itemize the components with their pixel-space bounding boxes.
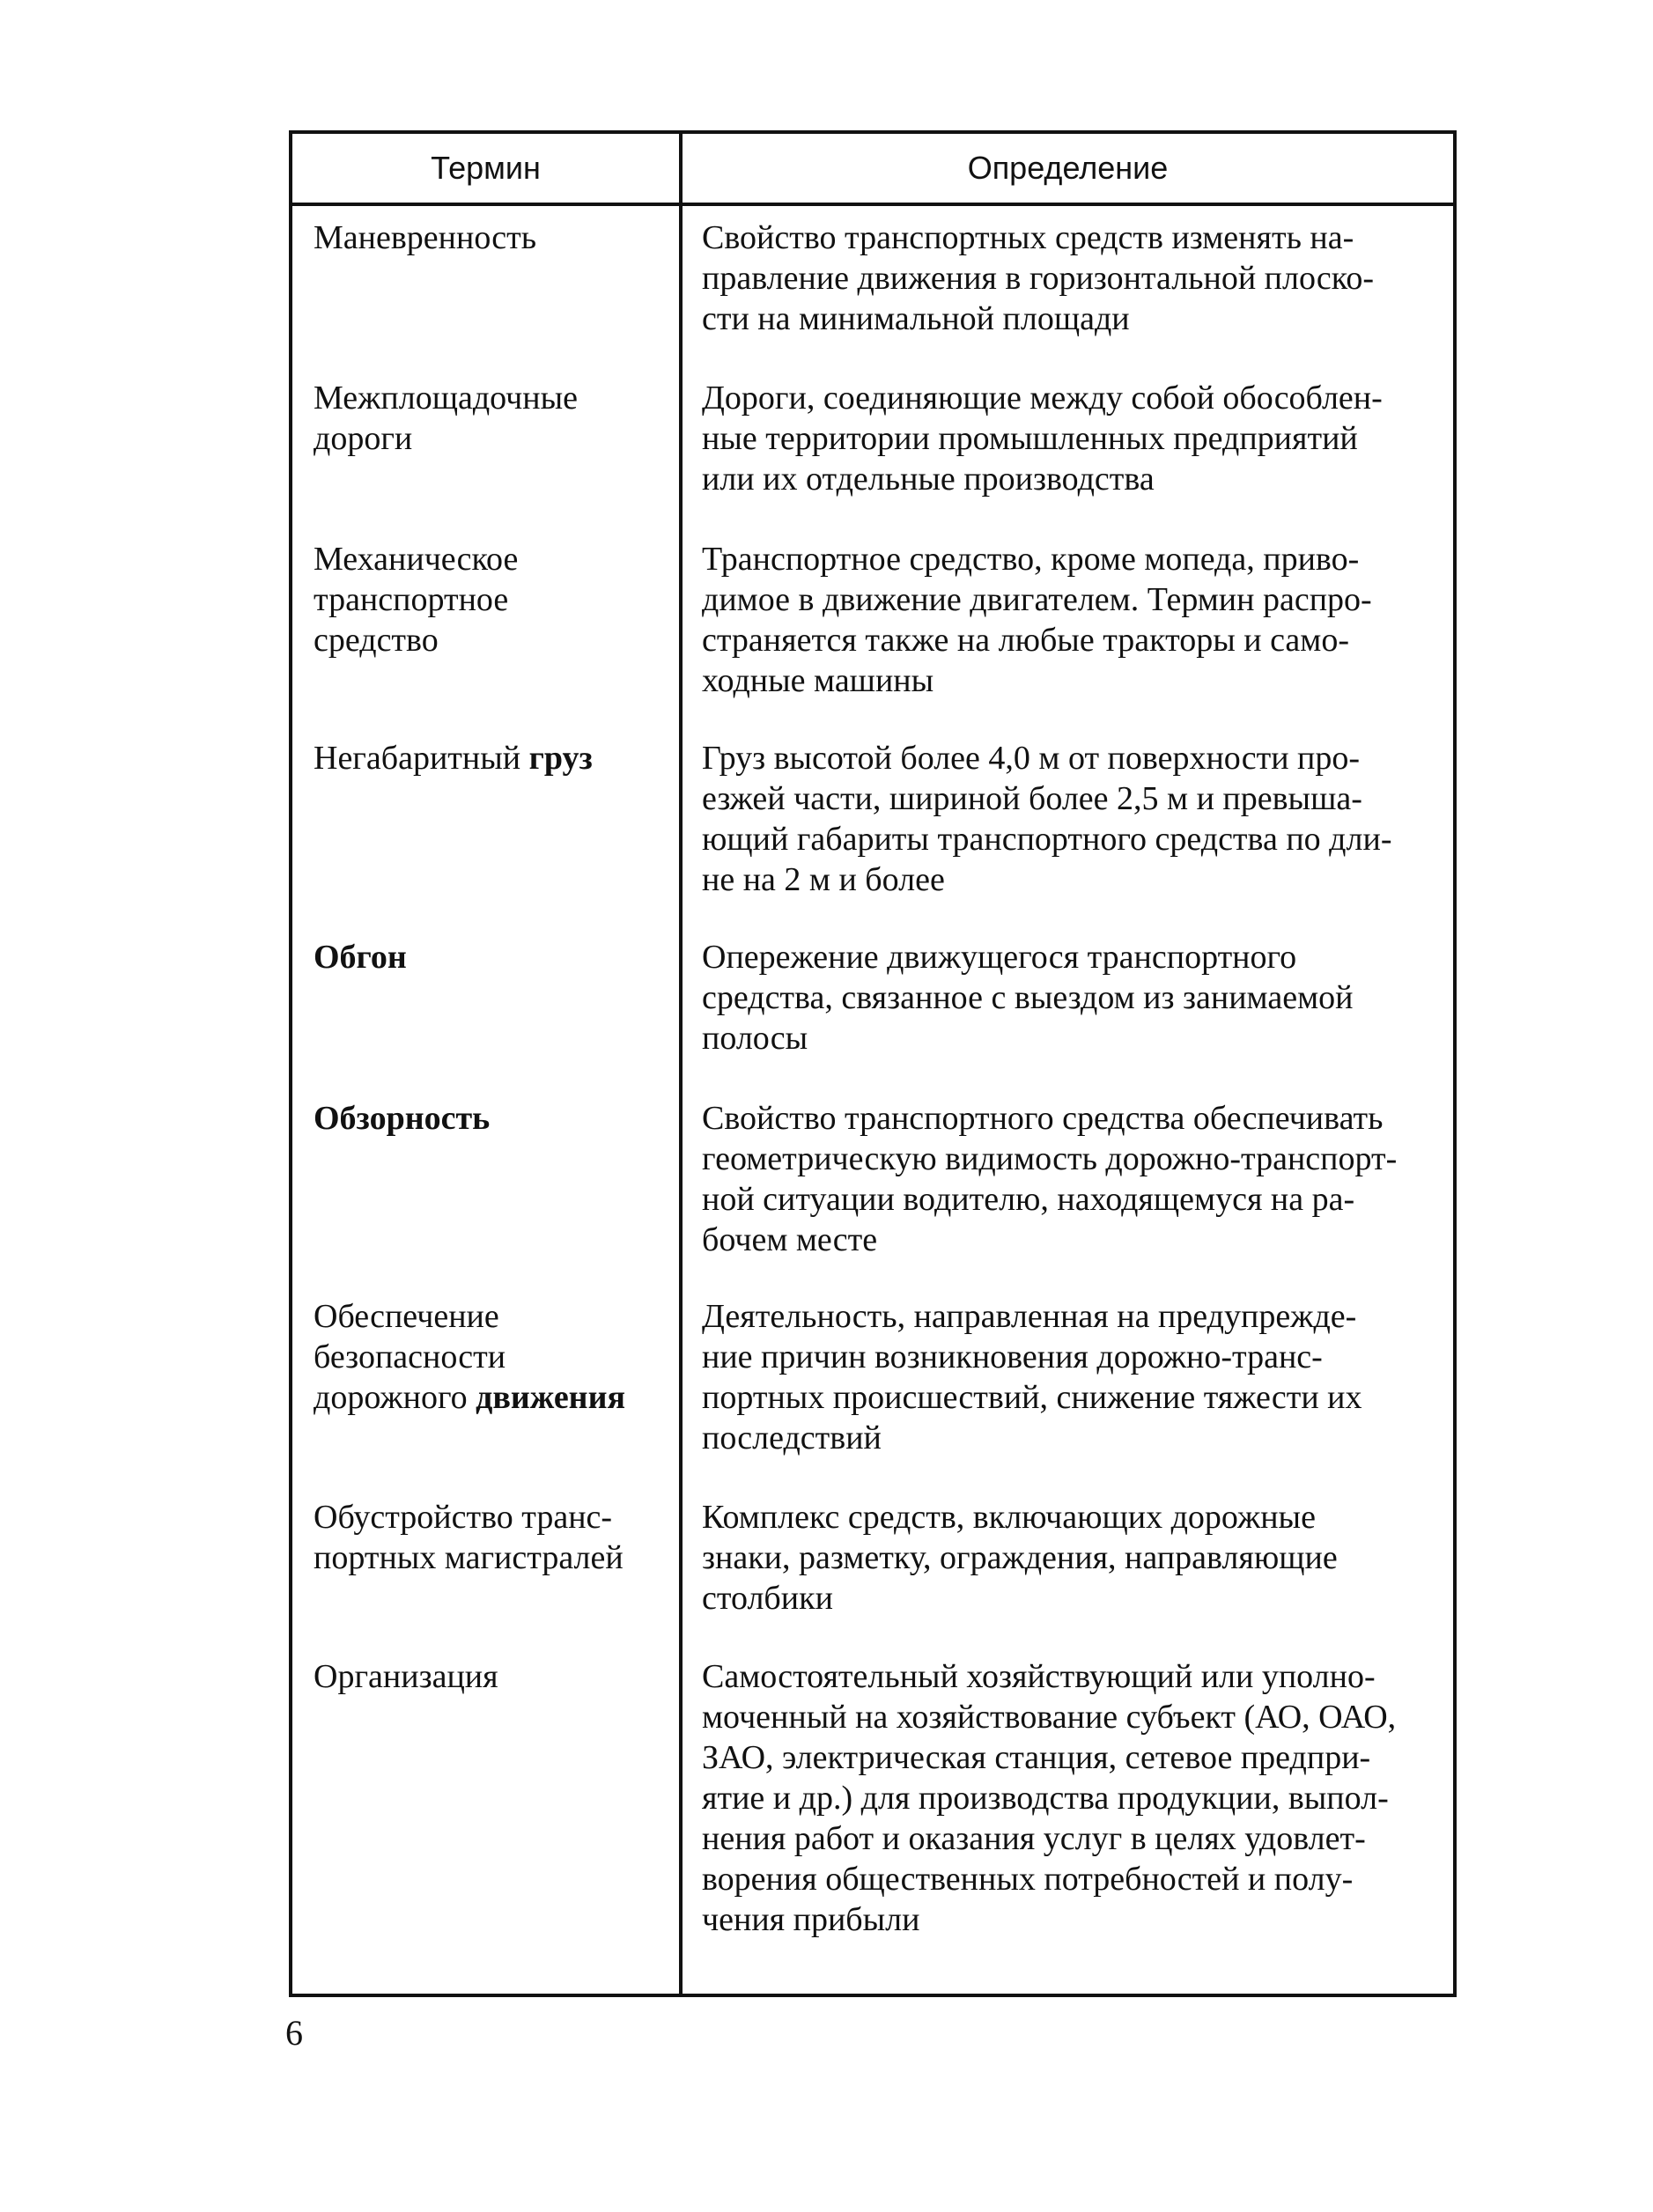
definition-cell: Свойство транспортного средства обеспечивать геометрическую видимость дорожно-транспорт- ной ситуации водителю, находящемуся на ра- бочем месте	[702, 1100, 1398, 1258]
term-cell: Организация	[314, 1658, 498, 1695]
table-header-row	[292, 134, 1453, 206]
term-text: Обеспечение безопасности дорожного	[314, 1298, 506, 1416]
definition-cell: Деятельность, направленная на предупрежде- ние причин возникновения дорожно-транс- портных происшествий, снижение тяжести их последствий	[702, 1298, 1362, 1456]
term-cell: Маневренность	[314, 219, 537, 256]
definition-cell: Самостоятельный хозяйствующий или уполно- моченный на хозяйствование субъект (АО, ОАО, ЗАО, электрическая станция, сетевое предпри- ятие и др.) для производства продукции, выпол- нения работ и оказания услуг в целях удовлет- ворения общественных потребностей и полу- чения прибыли	[702, 1658, 1397, 1938]
term-text: Негабаритный	[314, 740, 529, 777]
header-definition: Определение	[967, 150, 1169, 186]
term-text-bold: груз	[528, 740, 593, 777]
term-cell: Обустройство транс- портных магистралей	[314, 1499, 624, 1576]
terms-table	[289, 130, 1457, 1997]
definition-cell: Дороги, соединяющие между собой обособлен- ные территории промышленных предприятий или их отдельные производства	[702, 380, 1383, 498]
term-cell: Межплощадочные дороги	[314, 380, 579, 457]
definition-cell: Опережение движущегося транспортного средства, связанное с выездом из занимаемой полосы	[702, 939, 1354, 1057]
term-cell: Обзорность	[314, 1100, 491, 1137]
definition-cell: Груз высотой более 4,0 м от поверхности про- езжей части, шириной более 2,5 м и превыша- ющий габариты транспортного средства по дли- не на 2 м и более	[702, 740, 1392, 898]
column-divider	[679, 134, 683, 1994]
definition-cell: Транспортное средство, кроме мопеда, приво- димое в движение двигателем. Термин распро- страняется также на любые тракторы и само- ходные машины	[702, 541, 1372, 699]
term-cell	[314, 1296, 670, 1418]
term-text-bold: движения	[476, 1379, 626, 1416]
definition-cell: Комплекс средств, включающих дорожные знаки, разметку, ограждения, направляющие столбики	[702, 1499, 1338, 1617]
page-number: 6	[285, 2013, 303, 2053]
term-cell	[314, 738, 670, 778]
header-term: Термин	[431, 150, 541, 186]
term-cell: Механическое транспортное средство	[314, 541, 519, 659]
definition-cell: Свойство транспортных средств изменять на- правление движения в горизонтальной плоско- сти на минимальной площади	[702, 219, 1374, 337]
term-cell: Обгон	[314, 939, 407, 976]
